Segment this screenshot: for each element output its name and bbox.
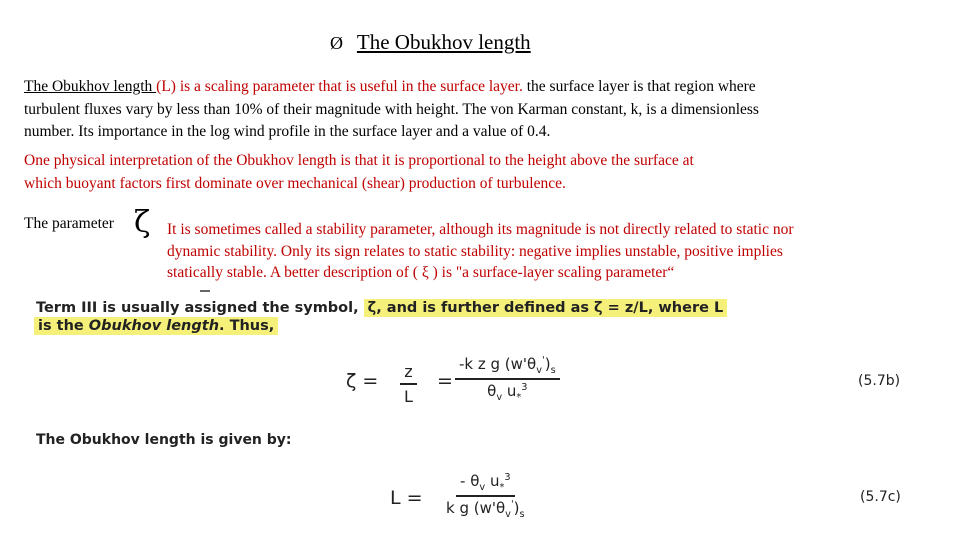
eq-57b-denominator: $\theta_v$ $u_*^3$ [487,382,528,403]
intro-line-1 [24,76,759,99]
stability-line-2: dynamic stability. Only its sign relates to static stability: negative implies unstable, positive implies [167,242,783,260]
eq-57b-frac1-den: L [404,387,413,406]
intro-line-3: number. Its importance in the log wind profile in the surface layer and a value of 0.4. [24,123,551,140]
eq-57c-numerator: - $\theta_v$ $u_*^3$ [456,472,515,497]
term-plain-text: Term III is usually assigned the symbol, [36,300,364,316]
stability-line-3: statically stable. A better description of ( ξ ) is "a surface-layer scaling parameter“ [167,264,675,281]
eq-57b-equals: = [437,370,453,392]
eq-57c-fraction [442,472,529,520]
eq-57c-number: (5.7c) [860,489,901,505]
intro-line1-rest: the surface layer is that region where [522,78,756,95]
term-line2-highlight [34,317,278,335]
eq-57c-denominator: k g $(w'\theta_v')_s$ [446,499,525,520]
title-text: The Obukhov length [356,30,531,54]
intro-paragraph [24,76,759,144]
scan-artifact-mark [200,290,210,292]
zeta-symbol: ζ [134,205,151,240]
eq-57b-numerator: -k z g $(w'\theta_v')_s$ [455,355,560,380]
interp-line-2: which buoyant factors first dominate over mechanical (shear) production of turbulence. [24,174,566,192]
scanned-term-line-2 [34,318,278,334]
term-line2-italic: Obukhov length [88,318,220,334]
interpretation-paragraph [24,150,694,195]
given-by-text: The Obukhov length is given by: [36,432,292,448]
stability-paragraph [167,219,794,284]
term-line2-prefix: is the [38,318,89,334]
interp-line-1: One physical interpretation of the Obukhov length is that it is proportional to the height above the surface at [24,152,694,169]
scanned-term-line-1 [36,300,727,316]
eq-57b-lhs: ζ = [346,370,379,392]
intro-red-text: (L) is a scaling parameter that is useful in the surface layer. [156,78,523,95]
eq-57c-lhs: L = [390,487,423,509]
eq-57b-fraction-zl [400,362,417,406]
term-highlight-text: ζ, and is further defined as ζ = z/L, where L [364,299,728,317]
eq-57b-fraction-main [455,355,560,403]
stability-line-1: It is sometimes called a stability parameter, although its magnitude is not directly related to static nor [167,221,794,238]
arrow-bullet-icon: Ø [330,33,343,53]
eq-57b-frac1-num: z [400,362,416,385]
intro-line-2: turbulent fluxes vary by less than 10% of their magnitude with height. The von Karman constant, k, is a dimensionless [24,100,759,118]
eq-57b-number: (5.7b) [858,373,901,389]
slide-title [330,30,531,55]
term-line2-suffix: . Thus, [219,318,275,334]
obukhov-term: The Obukhov length [24,78,157,95]
parameter-label: The parameter [24,215,114,232]
